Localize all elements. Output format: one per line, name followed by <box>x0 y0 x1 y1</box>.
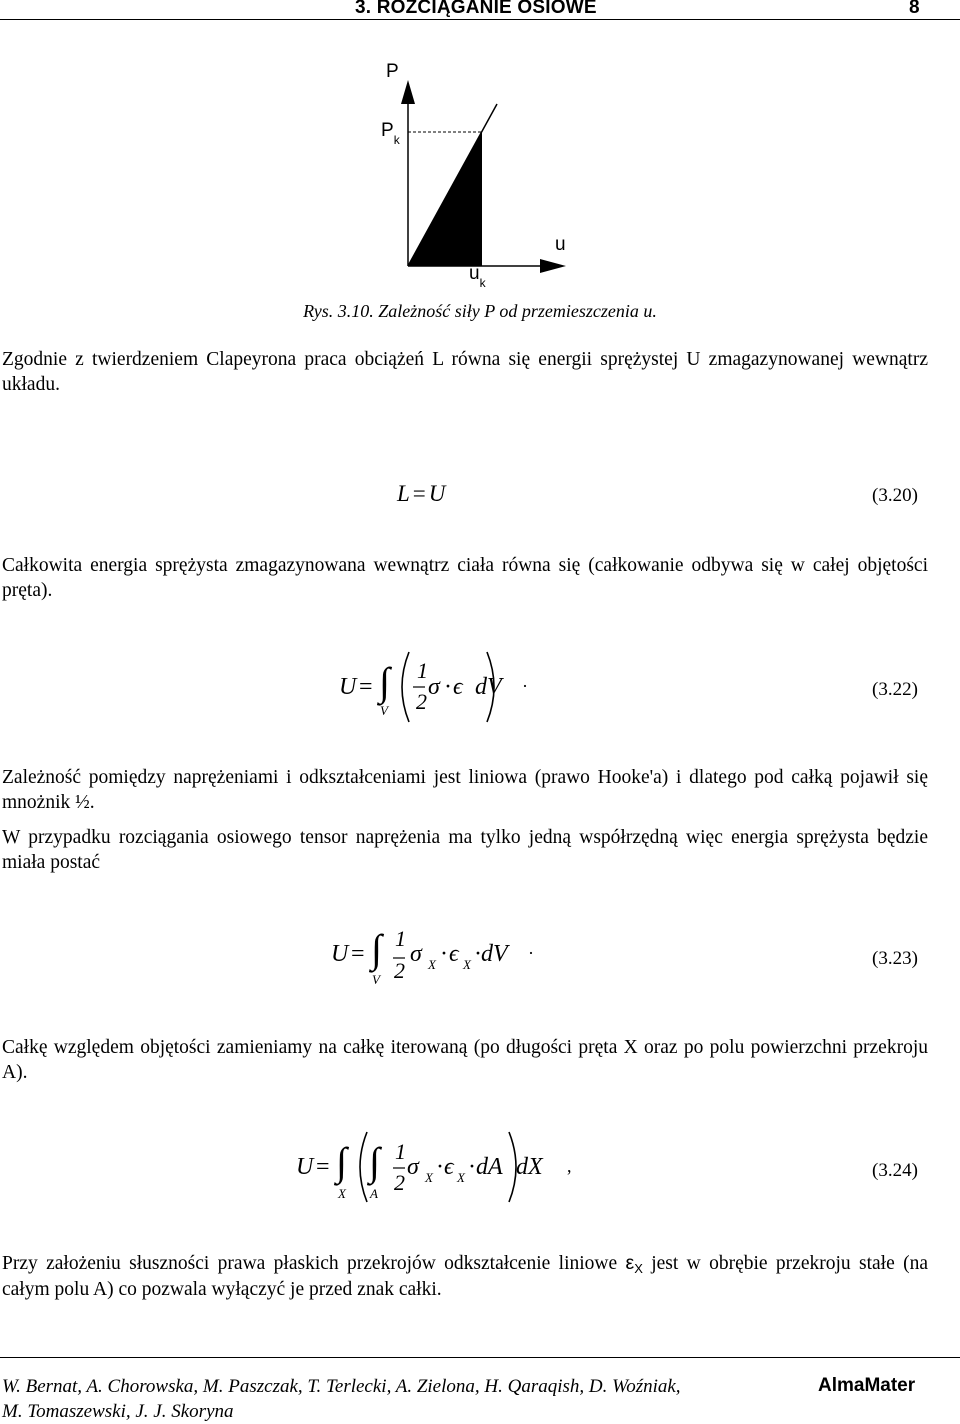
footer-authors-line1: W. Bernat, A. Chorowska, M. Paszczak, T. Terlecki, A. Zielona, H. Qaraqish, D. Woźniak, <box>2 1376 681 1397</box>
label-u: u <box>555 234 566 255</box>
eq23-num: 1 <box>395 926 406 951</box>
eq22-equals: = <box>359 674 373 700</box>
eq24-integral-outer: ∫ <box>336 1139 347 1184</box>
eq24-dx: dX <box>516 1154 543 1180</box>
p6-text-a: Przy założeniu słuszności prawa płaskich przekrojów odkształcenie liniowe <box>2 1253 626 1274</box>
label-uk-sub: k <box>479 276 486 290</box>
eq20-equals: = <box>412 481 426 506</box>
equation-number-3-20: (3.20) <box>872 485 918 506</box>
figure-caption: Rys. 3.10. Zależność siły P od przemieszczenia u. <box>303 301 657 321</box>
force-displacement-diagram <box>0 0 960 300</box>
label-pk-sub: k <box>393 133 400 147</box>
eq23-sub1: X <box>428 957 436 972</box>
figure-force-displacement <box>0 0 960 300</box>
eq24-brackets <box>353 1130 553 1210</box>
eq22-epsilon: ϵ <box>453 674 463 700</box>
eq24-dot2: · <box>468 1154 476 1180</box>
eq22-limit: V <box>380 703 388 718</box>
eq23-sigma: σ <box>410 941 422 967</box>
p6-epsilon: ε <box>625 1252 635 1274</box>
p-axis-arrow <box>401 80 415 104</box>
eq24-num: 1 <box>395 1139 406 1164</box>
label-uk <box>469 263 486 290</box>
paragraph-hooke: Zależność pomiędzy naprężeniami i odkształceniami jest liniowa (prawo Hooke'a) i dlatego pod całką pojawił się mnożnik ½. <box>2 767 928 813</box>
eq24-sigma: σ <box>407 1154 419 1180</box>
eq22-dot1: · <box>444 674 452 700</box>
label-pk <box>381 120 400 147</box>
eq24-da: dA <box>476 1154 503 1180</box>
eq23-fraction-bar <box>393 957 413 961</box>
eq22-lhs: U <box>339 674 357 700</box>
eq20-lhs: L <box>397 481 410 506</box>
equation-3-20 <box>397 481 445 507</box>
eq23-limit: V <box>372 972 380 987</box>
footer-logo: AlmaMater <box>818 1375 916 1396</box>
eq24-comma: , <box>567 1156 572 1176</box>
page-number: 8 <box>909 0 920 18</box>
footer-authors <box>2 1374 762 1424</box>
p6-epsilon-sub: X <box>634 1261 643 1276</box>
eq24-lhs: U <box>296 1154 314 1180</box>
eq23-den: 2 <box>394 958 405 983</box>
equation-number-3-23: (3.23) <box>872 948 918 969</box>
eq24-dot1: · <box>436 1154 444 1180</box>
eq23-lhs: U <box>331 941 349 967</box>
paragraph-total-energy: Całkowita energia sprężysta zmagazynowana wewnątrz ciała równa się (całkowanie odbywa się w całej objętości pręta). <box>2 555 928 601</box>
paragraph-clapeyron: Zgodnie z twierdzeniem Clapeyrona praca obciążeń L równa się energii sprężystej U zmagazynowanej wewnątrz układu. <box>2 349 928 395</box>
eq22-integral: ∫ <box>379 659 390 704</box>
eq23-dot3: · <box>528 943 534 963</box>
eq24-epsilon: ϵ <box>444 1154 454 1180</box>
eq24-limit-outer: X <box>338 1186 346 1201</box>
footer-authors-line2: M. Tomaszewski, J. J. Skoryna <box>2 1401 234 1422</box>
u-axis-arrow <box>540 259 566 273</box>
footer-rule <box>0 1357 960 1358</box>
eq22-num: 1 <box>417 658 428 683</box>
eq20-rhs: U <box>428 481 446 506</box>
eq24-integral-inner: ∫ <box>369 1139 380 1184</box>
paragraph-iterated-integral: Całkę względem objętości zamieniamy na całkę iterowaną (po długości pręta X oraz po polu powierzchni przekroju A). <box>2 1037 928 1083</box>
eq23-sub2: X <box>463 957 471 972</box>
eq23-epsilon: ϵ <box>449 941 459 967</box>
eq24-limit-inner: A <box>370 1186 378 1201</box>
paragraph-plane-sections <box>2 1251 928 1302</box>
label-pk-main: P <box>381 120 394 141</box>
eq22-dot2: · <box>522 676 528 696</box>
running-header-title: 3. ROZCIĄGANIE OSIOWE <box>355 0 597 18</box>
p6-text-b: jest w obrębie przekroju stałe (na całym polu A) co pozwala wyłączyć je przed znak całki. <box>2 1253 928 1300</box>
eq23-equals: = <box>351 941 365 967</box>
eq22-den: 2 <box>416 689 427 714</box>
eq22-brackets <box>395 650 525 730</box>
paragraph-axial: W przypadku rozciągania osiowego tensor naprężenia ma tylko jedną współrzędną więc energia sprężysta będzie miała postać <box>2 827 928 873</box>
label-p: P <box>386 61 399 82</box>
eq23-dot1: · <box>440 941 448 967</box>
equation-number-3-24: (3.24) <box>872 1160 918 1181</box>
eq23-dv: dV <box>481 941 508 967</box>
eq23-dot2: · <box>474 941 482 967</box>
equation-number-3-22: (3.22) <box>872 679 918 700</box>
eq24-sub2: X <box>457 1170 465 1185</box>
eq24-den: 2 <box>394 1170 405 1195</box>
eq22-dv: dV <box>475 674 502 700</box>
eq24-sub1: X <box>425 1170 433 1185</box>
eq22-sigma: σ <box>428 674 440 700</box>
label-uk-main: u <box>469 263 480 284</box>
eq24-equals: = <box>316 1154 330 1180</box>
eq23-integral: ∫ <box>371 926 382 971</box>
